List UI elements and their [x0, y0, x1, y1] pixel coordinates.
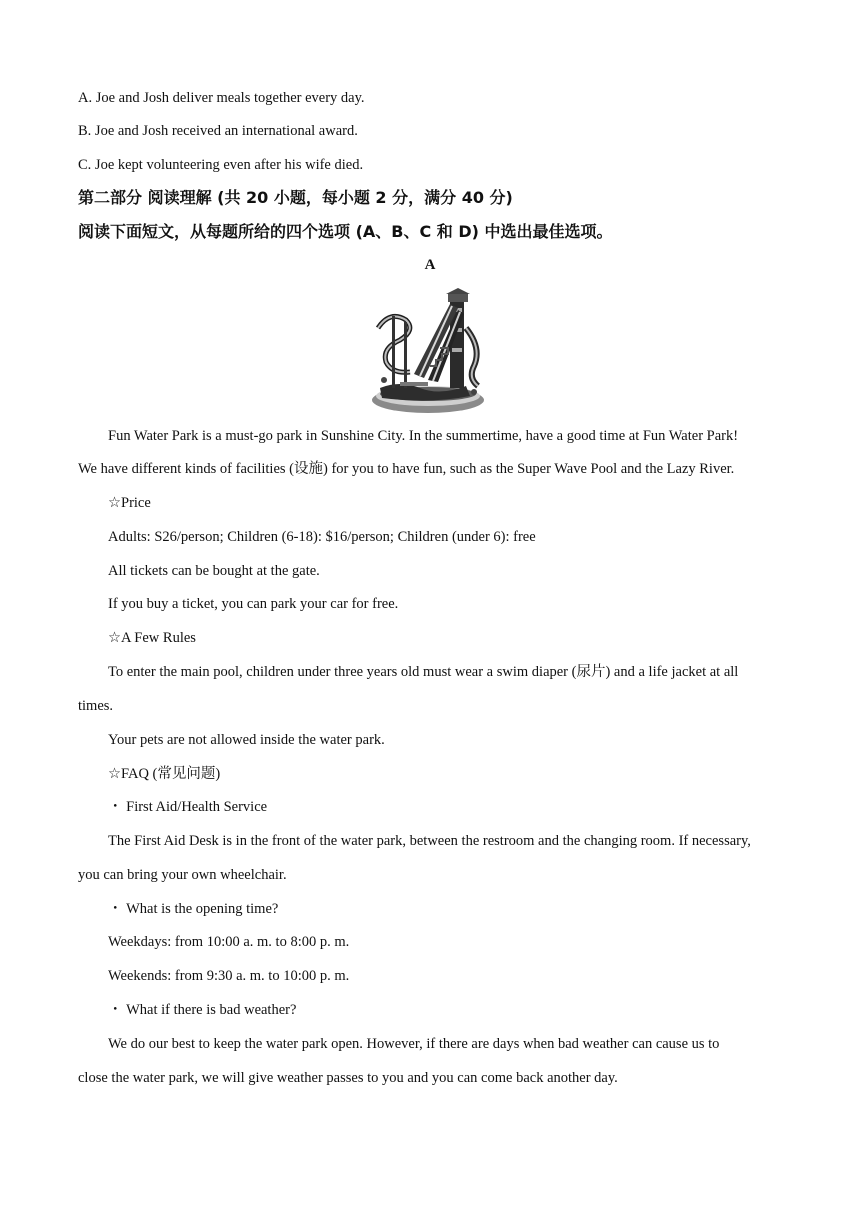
faq-first-aid-answer-1: The First Aid Desk is in the front of the water park, between the restroom and the changing room. If necessary,: [108, 833, 751, 849]
faq-weather-answer-2: close the water park, we will give weather passes to you and you can come back another day.: [78, 1070, 618, 1086]
price-line-1: Adults: S26/person; Children (6-18): $16/person; Children (under 6): free: [108, 529, 536, 545]
section-instruction: 阅读下面短文，从每题所给的四个选项 (A、B、C 和 D) 中选出最佳选项。: [78, 222, 613, 241]
intro-line-1: Fun Water Park is a must-go park in Sunshine City. In the summertime, have a good time at Fun Water Park!: [108, 428, 739, 444]
price-line-3: If you buy a ticket, you can park your car for free.: [108, 596, 399, 612]
rules-line-1a: To enter the main pool, children under three years old must wear a swim diaper (尿片) and a life jacket at all: [108, 664, 739, 680]
section-title: 第二部分 阅读理解 (共 20 小题，每小题 2 分，满分 40 分): [78, 188, 513, 207]
passage-letter: A: [424, 257, 436, 273]
rules-heading: ☆A Few Rules: [108, 630, 196, 646]
faq-heading: ☆FAQ (常见问题): [108, 766, 221, 782]
faq-first-aid-question: ・ First Aid/Health Service: [108, 799, 268, 815]
option-c: C. Joe kept volunteering even after his wife died.: [78, 157, 364, 173]
water-slide-illustration-icon: [370, 288, 486, 414]
option-a: A. Joe and Josh deliver meals together every day.: [78, 90, 365, 106]
faq-opening-question: ・ What is the opening time?: [108, 901, 279, 917]
rules-line-2: Your pets are not allowed inside the water park.: [108, 732, 385, 748]
faq-weather-answer-1: We do our best to keep the water park open. However, if there are days when bad weather can cause us to: [108, 1036, 720, 1052]
faq-weather-question: ・ What if there is bad weather?: [108, 1002, 297, 1018]
price-line-2: All tickets can be bought at the gate.: [108, 563, 320, 579]
faq-first-aid-answer-2: you can bring your own wheelchair.: [78, 867, 287, 883]
faq-weekdays: Weekdays: from 10:00 a. m. to 8:00 p. m.: [108, 934, 350, 950]
faq-weekends: Weekends: from 9:30 a. m. to 10:00 p. m.: [108, 968, 350, 984]
intro-line-2: We have different kinds of facilities (设施) for you to have fun, such as the Super Wave Pool and the Lazy River.: [78, 461, 735, 477]
rules-line-1b: times.: [78, 698, 114, 714]
option-b: B. Joe and Josh received an international award.: [78, 123, 358, 139]
price-heading: ☆Price: [108, 495, 151, 511]
